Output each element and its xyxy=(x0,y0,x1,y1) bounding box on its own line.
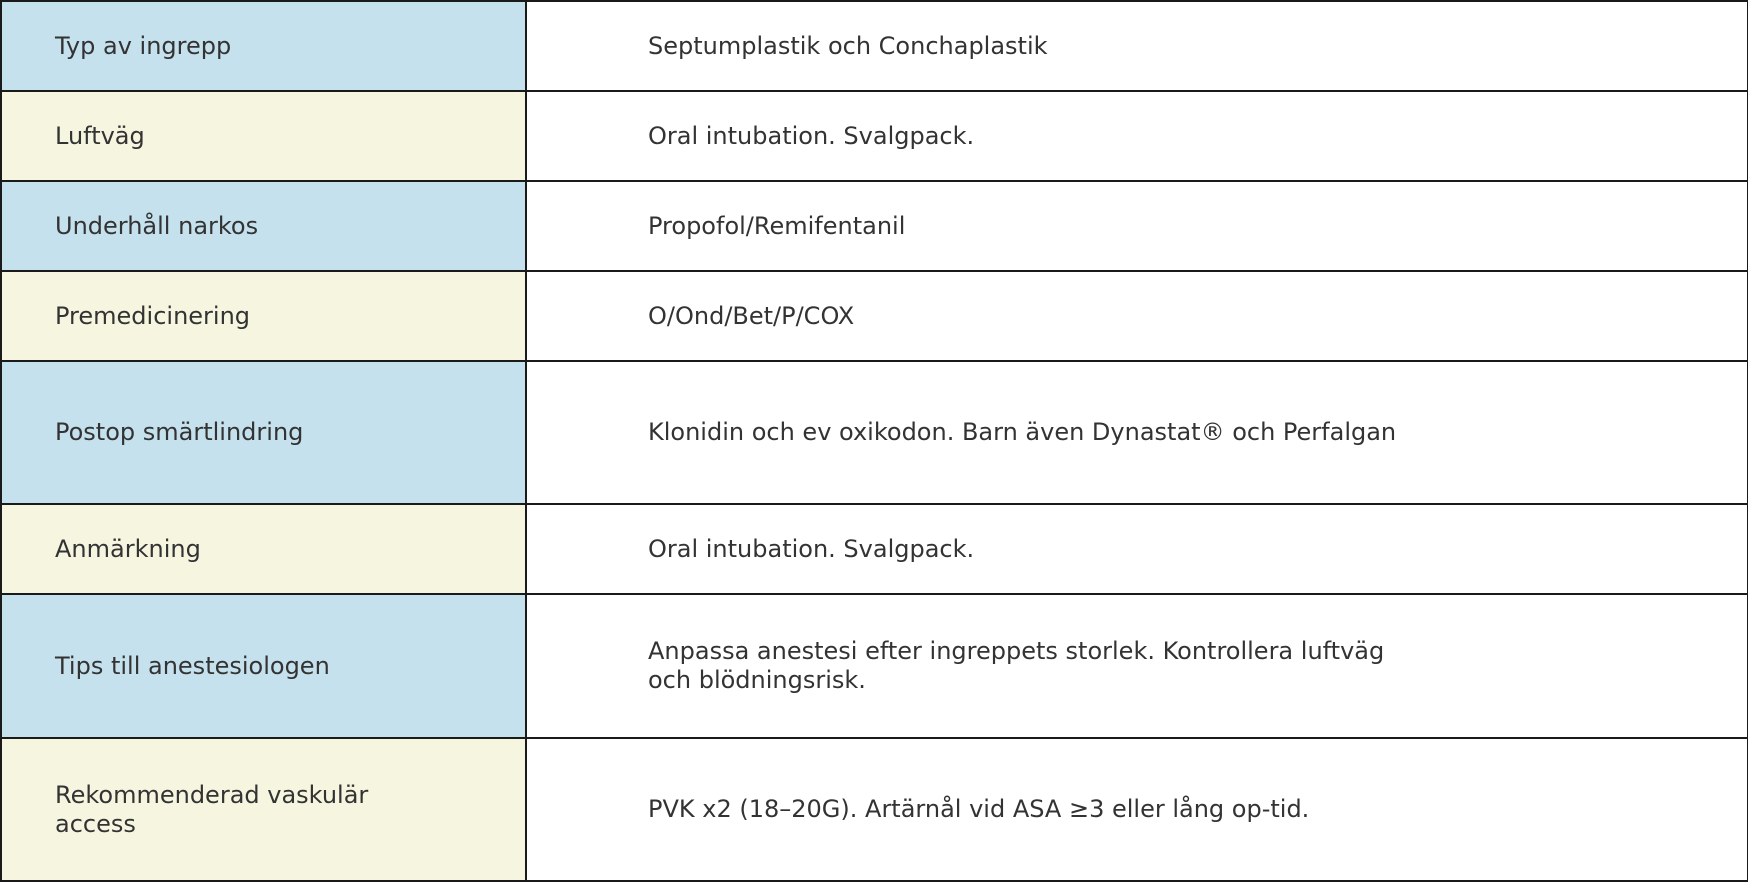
row-value: O/Ond/Bet/P/COX xyxy=(648,301,855,330)
table-row xyxy=(1,594,1748,738)
row-value: Oral intubation. Svalgpack. xyxy=(648,121,975,150)
row-label-cell xyxy=(1,738,526,881)
table-row xyxy=(1,181,1748,271)
row-label-cell xyxy=(1,361,526,504)
row-value-cell xyxy=(526,504,1748,594)
table-row xyxy=(1,361,1748,504)
row-value-cell xyxy=(526,738,1748,881)
row-value: PVK x2 (18–20G). Artärnål vid ASA ≥3 eller lång op-tid. xyxy=(648,795,1310,823)
row-value-cell xyxy=(526,181,1748,271)
row-label-cell xyxy=(1,181,526,271)
table-row xyxy=(1,1,1748,91)
row-value-cell xyxy=(526,1,1748,91)
row-value: Propofol/Remifentanil xyxy=(648,211,906,240)
table-row xyxy=(1,91,1748,181)
row-value: Oral intubation. Svalgpack. xyxy=(648,534,975,563)
row-value-cell xyxy=(526,91,1748,181)
row-value: Septumplastik och Conchaplastik xyxy=(648,31,1048,60)
row-label-cell xyxy=(1,504,526,594)
row-value: Klonidin och ev oxikodon. Barn även Dynastat® och Perfalgan xyxy=(648,418,1397,446)
row-label-cell xyxy=(1,91,526,181)
row-label: Anmärkning xyxy=(55,534,201,563)
row-label-cell xyxy=(1,271,526,361)
row-value: Anpassa anestesi efter ingreppets storlek. Kontrollera luftväg och blödningsrisk. xyxy=(648,637,1385,694)
row-label: Typ av ingrepp xyxy=(55,31,232,60)
table-row xyxy=(1,504,1748,594)
table-row xyxy=(1,738,1748,881)
row-label: Underhåll narkos xyxy=(55,211,259,240)
row-label: Premedicinering xyxy=(55,301,251,330)
row-value-cell xyxy=(526,594,1748,738)
table-row xyxy=(1,271,1748,361)
row-label: Tips till anestesiologen xyxy=(55,651,330,680)
row-label: Postop smärtlindring xyxy=(55,418,304,446)
row-label: Luftväg xyxy=(55,121,145,150)
row-label-cell xyxy=(1,1,526,91)
row-label: Rekommenderad vaskulär access xyxy=(55,780,369,838)
row-value-cell xyxy=(526,271,1748,361)
row-value-cell xyxy=(526,361,1748,504)
row-label-cell xyxy=(1,594,526,738)
